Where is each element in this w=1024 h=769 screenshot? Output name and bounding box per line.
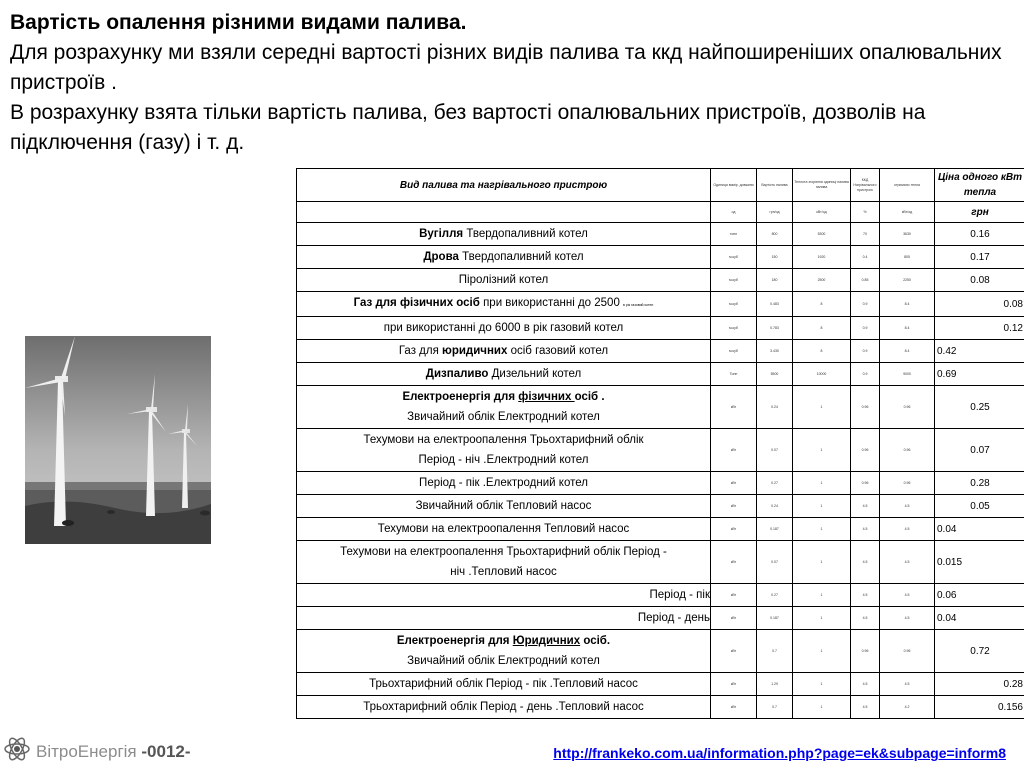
header-price: Ціна одного кВт тепла	[935, 169, 1024, 202]
row-device: осіб газовий котел	[507, 345, 608, 357]
table-row	[297, 317, 1024, 340]
row-device: при використанні до 6000 в рік газовий котел	[384, 322, 624, 334]
table-row	[297, 518, 1024, 541]
table-row	[297, 630, 1024, 673]
table-row	[297, 292, 1024, 317]
price-cell: 0.05	[935, 495, 1024, 518]
kkd-cell: 4.5	[851, 518, 880, 541]
row-title: Техумови на електроопалення Трьохтарифний облік	[363, 434, 643, 446]
kkd-cell: 0.4	[851, 246, 880, 269]
heat-cell: 1	[793, 607, 851, 630]
energy-cell: 4.5	[880, 673, 935, 696]
kkd-cell: 4.5	[851, 541, 880, 584]
kkd-cell: 0.96	[851, 386, 880, 429]
header-heat: Теплота згоряння одиниці палива палива	[793, 169, 851, 202]
row-device: Піролізний котел	[459, 274, 548, 286]
row-device: Твердопаливний котел	[459, 251, 584, 263]
energy-cell: 4.2	[880, 696, 935, 719]
units-cost: грн/од	[757, 202, 793, 223]
kkd-cell: 4.5	[851, 584, 880, 607]
fuel-type-cell	[297, 340, 711, 363]
unit-cell: кВт	[711, 472, 757, 495]
price-cell: 0.69	[935, 363, 1024, 386]
row-title-part: Електроенергія для	[402, 391, 518, 403]
row-device: при використанні до 2500	[480, 297, 623, 309]
unit-cell: м.куб	[711, 340, 757, 363]
footer-brand	[36, 742, 191, 762]
price-cell: 0.015	[935, 541, 1024, 584]
heat-cell: 8	[793, 317, 851, 340]
intro-text	[10, 8, 1015, 158]
heat-cell: 1	[793, 584, 851, 607]
kkd-cell: 0.9	[851, 317, 880, 340]
unit-cell: кВт	[711, 429, 757, 472]
fuel-type-cell	[297, 518, 711, 541]
unit-cell: кВт	[711, 518, 757, 541]
unit-cell: м.куб	[711, 317, 757, 340]
fuel-cost-table	[296, 168, 1024, 719]
price-cell: 0.04	[935, 607, 1024, 630]
header-unit: Одиниця вимір. довжини	[711, 169, 757, 202]
kkd-cell: 4.5	[851, 696, 880, 719]
fuel-type-cell	[297, 317, 711, 340]
cost-cell: 180	[757, 269, 793, 292]
price-cell: 0.12	[935, 317, 1024, 340]
cost-cell: 0.27	[757, 584, 793, 607]
unit-cell: м.куб	[711, 246, 757, 269]
cost-cell: 1.29	[757, 673, 793, 696]
fuel-type-cell	[297, 292, 711, 317]
wind-turbines-photo	[25, 336, 211, 544]
price-cell: 0.16	[935, 223, 1024, 246]
row-device: Період - пік	[650, 589, 711, 601]
table-row	[297, 340, 1024, 363]
price-cell: 0.04	[935, 518, 1024, 541]
kkd-cell: 0.9	[851, 340, 880, 363]
heat-cell: 1	[793, 386, 851, 429]
row-fuel-name: юридичних	[442, 345, 507, 357]
header-kkd: ККД Нагрівального пристрою	[851, 169, 880, 202]
row-device: Трьохтарифний облік Період - день .Тепловий насос	[363, 701, 644, 713]
table-row	[297, 584, 1024, 607]
fuel-type-cell	[297, 386, 711, 429]
cost-cell: 0.7	[757, 696, 793, 719]
fuel-type-cell	[297, 223, 711, 246]
price-cell: 0.25	[935, 386, 1024, 429]
fuel-type-cell	[297, 429, 711, 472]
row-prefix: Газ для	[399, 345, 442, 357]
row-subtitle: ніч .Тепловий насос	[450, 566, 556, 578]
row-subtitle: Звичайний облік Електродний котел	[407, 655, 600, 667]
fuel-type-cell	[297, 269, 711, 292]
energy-cell: 4.5	[880, 518, 935, 541]
fuel-type-cell	[297, 495, 711, 518]
kkd-cell: 70	[851, 223, 880, 246]
heat-cell: 10000	[793, 363, 851, 386]
intro-line-1: Для розрахунку ми взяли середні вартості різних видів палива та ккд найпоширеніших опалювальних пристроїв .	[10, 38, 1015, 98]
fuel-type-cell	[297, 630, 711, 673]
footer-brand-name: ВітроЕнергія	[36, 742, 137, 761]
fuel-type-cell	[297, 673, 711, 696]
unit-cell: м.куб	[711, 292, 757, 317]
heat-cell: 1	[793, 472, 851, 495]
footer-slide-number: -0012-	[141, 742, 190, 761]
price-cell: 0.07	[935, 429, 1024, 472]
price-cell: 0.42	[935, 340, 1024, 363]
table-row	[297, 223, 1024, 246]
unit-cell: кВт	[711, 673, 757, 696]
row-title-underlined: фізичних	[518, 391, 574, 403]
table-row	[297, 607, 1024, 630]
kkd-cell: 4.5	[851, 495, 880, 518]
row-subtitle: Звичайний облік Електродний котел	[407, 411, 600, 423]
energy-cell: 4.5	[880, 495, 935, 518]
page-title: Вартість опалення різними видами палива.	[10, 8, 1015, 38]
unit-cell: кВт	[711, 630, 757, 673]
row-fuel-name: Вугілля	[419, 228, 463, 240]
row-device: Звичайний облік Тепловий насос	[416, 500, 592, 512]
row-fuel-name: Газ для фізичних осіб	[354, 297, 480, 309]
kkd-cell: 0.9	[851, 363, 880, 386]
price-cell: 0.08	[935, 269, 1024, 292]
heat-cell: 1	[793, 541, 851, 584]
kkd-cell: 4.5	[851, 607, 880, 630]
row-fuel-name: Дизпаливо	[426, 368, 489, 380]
price-cell: 0.08	[935, 292, 1024, 317]
unit-cell: кВт	[711, 696, 757, 719]
source-link[interactable]: http://frankeko.com.ua/information.php?page=ek&subpage=inform8	[553, 745, 1006, 761]
row-device: Дизельний котел	[488, 368, 581, 380]
cost-cell: 5500	[757, 363, 793, 386]
price-cell: 0.06	[935, 584, 1024, 607]
table-row	[297, 696, 1024, 719]
energy-cell: 0.96	[880, 630, 935, 673]
table-row	[297, 363, 1024, 386]
header-energy: отримано тепла	[880, 169, 935, 202]
fuel-type-cell	[297, 246, 711, 269]
cost-cell: 0.24	[757, 495, 793, 518]
price-cell: 0.17	[935, 246, 1024, 269]
heat-cell: 1	[793, 673, 851, 696]
cost-cell: 0.187	[757, 607, 793, 630]
energy-cell: 8.4	[880, 340, 935, 363]
row-device: Період - день	[638, 612, 710, 624]
energy-cell: 3630	[880, 223, 935, 246]
unit-cell: кВт	[711, 584, 757, 607]
units-heat: кВт/од	[793, 202, 851, 223]
fuel-type-cell	[297, 541, 711, 584]
row-title-part: осіб.	[580, 635, 610, 647]
energy-cell: 805	[880, 246, 935, 269]
heat-cell: 1	[793, 630, 851, 673]
row-title	[397, 635, 610, 647]
cost-cell: 800	[757, 223, 793, 246]
units-kkd: %	[851, 202, 880, 223]
energy-cell: 9000	[880, 363, 935, 386]
table-units-row	[297, 202, 1024, 223]
cost-cell: 0.483	[757, 292, 793, 317]
row-fuel-name: Дрова	[423, 251, 459, 263]
price-cell: 0.72	[935, 630, 1024, 673]
cost-cell: 150	[757, 246, 793, 269]
heat-cell: 1	[793, 696, 851, 719]
fuel-type-cell	[297, 584, 711, 607]
heat-cell: 1	[793, 429, 851, 472]
table-row	[297, 472, 1024, 495]
energy-cell: 4.5	[880, 541, 935, 584]
heat-cell: 1	[793, 518, 851, 541]
energy-cell: 0.96	[880, 386, 935, 429]
unit-cell: Тонн	[711, 363, 757, 386]
energy-cell: 0.96	[880, 472, 935, 495]
table-row	[297, 386, 1024, 429]
unit-cell: кВт	[711, 495, 757, 518]
heat-cell: 5300	[793, 223, 851, 246]
energy-cell: 2250	[880, 269, 935, 292]
table-row	[297, 429, 1024, 472]
row-title: Техумови на електроопалення Трьохтарифний облік Період -	[340, 546, 667, 558]
unit-cell: м.куб	[711, 269, 757, 292]
fuel-type-cell	[297, 363, 711, 386]
table-row	[297, 246, 1024, 269]
kkd-cell: 4.5	[851, 673, 880, 696]
cost-cell: 0.27	[757, 472, 793, 495]
cost-cell: 0.07	[757, 541, 793, 584]
row-device: Твердопаливний котел	[463, 228, 588, 240]
unit-cell: кВт	[711, 386, 757, 429]
energy-cell: 8.4	[880, 292, 935, 317]
fuel-type-cell	[297, 472, 711, 495]
fuel-type-cell	[297, 607, 711, 630]
units-empty	[297, 202, 711, 223]
table-row	[297, 541, 1024, 584]
table-row	[297, 269, 1024, 292]
row-device: Трьохтарифний облік Період - пік .Тепловий насос	[369, 678, 638, 690]
kkd-cell: 0.96	[851, 429, 880, 472]
row-title-underlined: Юридичних	[513, 635, 580, 647]
heat-cell: 8	[793, 292, 851, 317]
unit-cell: кВт	[711, 541, 757, 584]
header-fuel-type: Вид палива та нагрівального пристрою	[297, 169, 711, 202]
fuel-type-cell	[297, 696, 711, 719]
row-title-part: Електроенергія для	[397, 635, 513, 647]
price-cell: 0.28	[935, 673, 1024, 696]
kkd-cell: 0.96	[851, 630, 880, 673]
units-unit: од	[711, 202, 757, 223]
heat-cell: 2500	[793, 269, 851, 292]
heat-cell: 1	[793, 495, 851, 518]
heat-cell: 8	[793, 340, 851, 363]
row-title	[402, 391, 604, 403]
row-title-part: осіб .	[575, 391, 605, 403]
heat-cell: 1920	[793, 246, 851, 269]
unit-cell: кВт	[711, 607, 757, 630]
row-device: Період - пік .Електродний котел	[419, 477, 588, 489]
unit-cell: тонн	[711, 223, 757, 246]
energy-cell: 4.5	[880, 607, 935, 630]
units-energy: кВт/од	[880, 202, 935, 223]
row-note: в рік газовий котел	[623, 303, 653, 307]
kkd-cell: 0.85	[851, 269, 880, 292]
cost-cell: 3.430	[757, 340, 793, 363]
cost-cell: 0.783	[757, 317, 793, 340]
atom-logo-icon	[3, 734, 31, 764]
intro-line-2: В розрахунку взята тільки вартість палива, без вартості опалювальних пристроїв, дозволів на підключення (газу) і т. д.	[10, 98, 1015, 158]
cost-cell: 0.07	[757, 429, 793, 472]
energy-cell: 4.5	[880, 584, 935, 607]
kkd-cell: 0.96	[851, 472, 880, 495]
units-price: грн	[935, 202, 1024, 223]
header-cost: Вартість палива	[757, 169, 793, 202]
price-cell: 0.156	[935, 696, 1024, 719]
cost-cell: 0.187	[757, 518, 793, 541]
table-row	[297, 495, 1024, 518]
energy-cell: 8.4	[880, 317, 935, 340]
row-subtitle: Період - ніч .Електродний котел	[419, 454, 589, 466]
table-row	[297, 673, 1024, 696]
kkd-cell: 0.9	[851, 292, 880, 317]
table-header-row	[297, 169, 1024, 202]
price-cell: 0.28	[935, 472, 1024, 495]
energy-cell: 0.96	[880, 429, 935, 472]
row-device: Техумови на електроопалення Тепловий насос	[378, 523, 630, 535]
cost-cell: 0.7	[757, 630, 793, 673]
cost-cell: 0.24	[757, 386, 793, 429]
